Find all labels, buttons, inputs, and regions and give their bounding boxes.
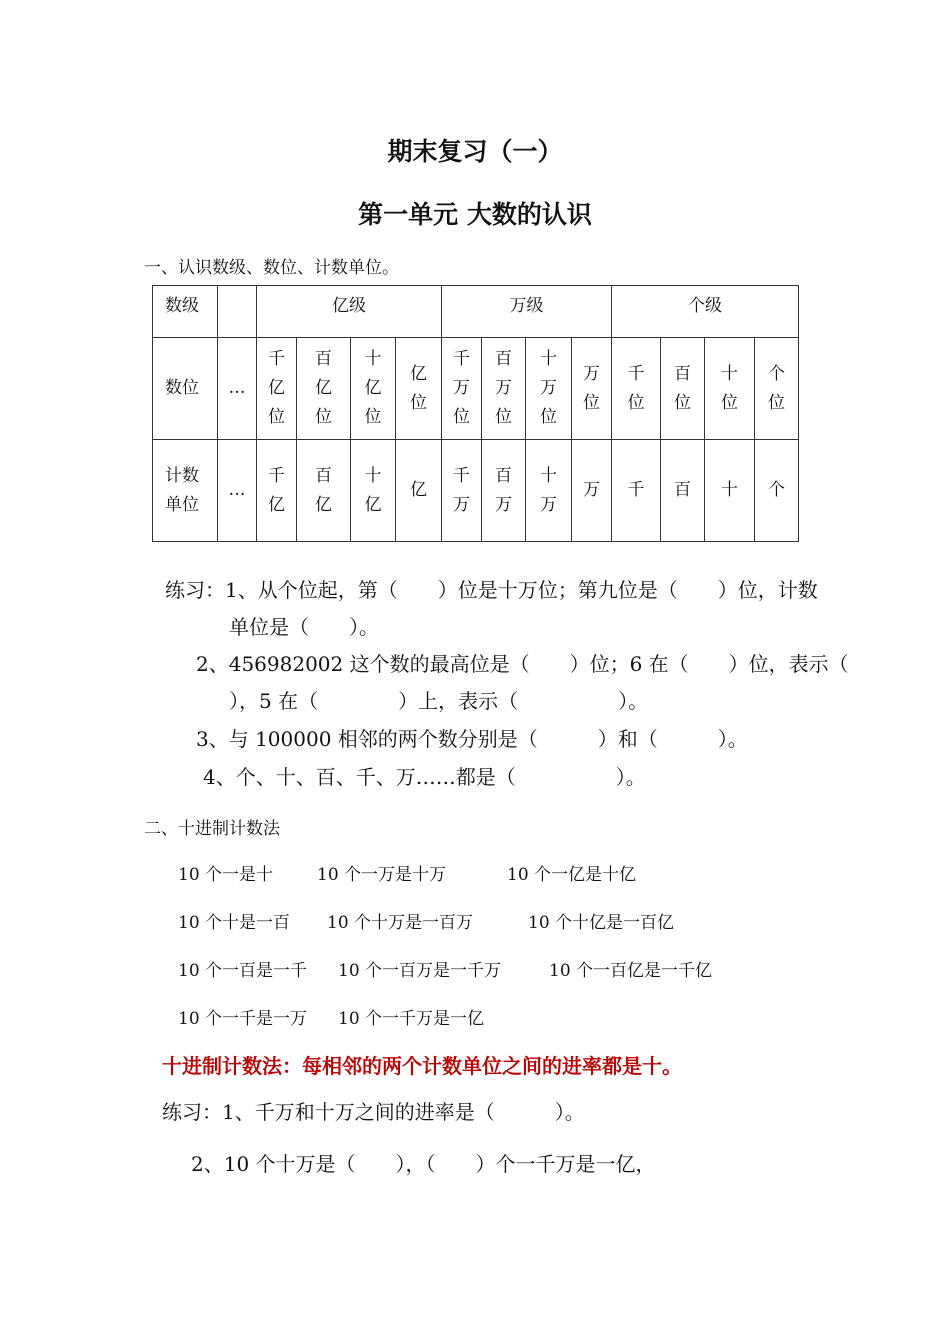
place-cell: 百 万 位: [482, 338, 526, 440]
decimal-fact: 10 个一亿是十亿: [507, 865, 637, 885]
place-cell: 十 亿 位: [351, 338, 396, 440]
unit-cell: 十 亿: [351, 440, 396, 542]
unit-cell: 千 万: [442, 440, 482, 542]
exercise-2-line-2: ），5 在（ ）上，表示（ ）。: [229, 689, 649, 713]
place-value-table: [152, 285, 799, 542]
decimal-fact: 10 个一千是一万: [178, 1009, 308, 1029]
unit-cell: 千 亿: [257, 440, 297, 542]
table-row: [153, 286, 799, 338]
table-row: [153, 338, 799, 440]
exercise-b2: 2、10 个十万是（ ），（ ）个一千万是一亿，: [191, 1152, 656, 1176]
ellipsis-cell: …: [218, 440, 257, 542]
decimal-fact: 10 个一百是一千: [178, 961, 308, 981]
place-cell: 十 位: [705, 338, 755, 440]
decimal-rule: 十进制计数法：每相邻的两个计数单位之间的进率都是十。: [162, 1054, 682, 1078]
ellipsis-cell: …: [218, 338, 257, 440]
unit-cell: 千: [612, 440, 661, 542]
unit-cell: 亿: [396, 440, 442, 542]
section2-heading: 二、十进制计数法: [144, 819, 280, 839]
blank-cell: [218, 286, 257, 338]
exercise-4: 4、个、十、百、千、万……都是（ ）。: [203, 765, 646, 789]
row-label: 计数 单位: [153, 440, 218, 542]
decimal-fact: 10 个一万是十万: [317, 865, 447, 885]
unit-cell: 百 万: [482, 440, 526, 542]
period-yi: 亿级: [257, 286, 442, 338]
period-wan: 万级: [442, 286, 612, 338]
section1-heading: 一、认识数级、数位、计数单位。: [144, 258, 399, 278]
unit-cell: 个: [755, 440, 799, 542]
place-cell: 个 位: [755, 338, 799, 440]
decimal-fact: 10 个十万是一百万: [327, 913, 474, 933]
decimal-fact: 10 个一是十: [178, 865, 274, 885]
period-ge: 个级: [612, 286, 799, 338]
exercise-3: 3、与 100000 相邻的两个数分别是（ ）和（ ）。: [196, 727, 748, 751]
place-cell: 十 万 位: [526, 338, 572, 440]
place-cell: 千 亿 位: [257, 338, 297, 440]
exercise-2-line-1: 2、456982002 这个数的最高位是（ ）位；6 在（ ）位，表示（: [196, 652, 849, 676]
unit-cell: 百 亿: [297, 440, 351, 542]
unit-cell: 十: [705, 440, 755, 542]
decimal-fact: 10 个一千万是一亿: [338, 1009, 485, 1029]
place-cell: 千 位: [612, 338, 661, 440]
decimal-fact: 10 个十亿是一百亿: [528, 913, 675, 933]
row-label: 数位: [153, 338, 218, 440]
place-cell: 千 万 位: [442, 338, 482, 440]
decimal-fact: 10 个一百万是一千万: [338, 961, 502, 981]
unit-title: 第一单元 大数的认识: [358, 200, 592, 229]
page-title: 期末复习（一）: [387, 137, 563, 166]
place-cell: 亿 位: [396, 338, 442, 440]
row-label: 数级: [153, 286, 218, 338]
table-row: [153, 440, 799, 542]
unit-cell: 万: [572, 440, 612, 542]
decimal-fact: 10 个一百亿是一千亿: [549, 961, 713, 981]
decimal-fact: 10 个十是一百: [178, 913, 291, 933]
place-cell: 百 位: [661, 338, 705, 440]
unit-cell: 百: [661, 440, 705, 542]
place-cell: 万 位: [572, 338, 612, 440]
exercise-1-line-2: 单位是（ ）。: [229, 615, 379, 639]
exercise-b1: 练习：1、千万和十万之间的进率是（ ）。: [162, 1100, 585, 1124]
exercise-1-line-1: 练习：1、从个位起，第（ ）位是十万位；第九位是（ ）位，计数: [165, 578, 818, 602]
unit-cell: 十 万: [526, 440, 572, 542]
place-cell: 百 亿 位: [297, 338, 351, 440]
